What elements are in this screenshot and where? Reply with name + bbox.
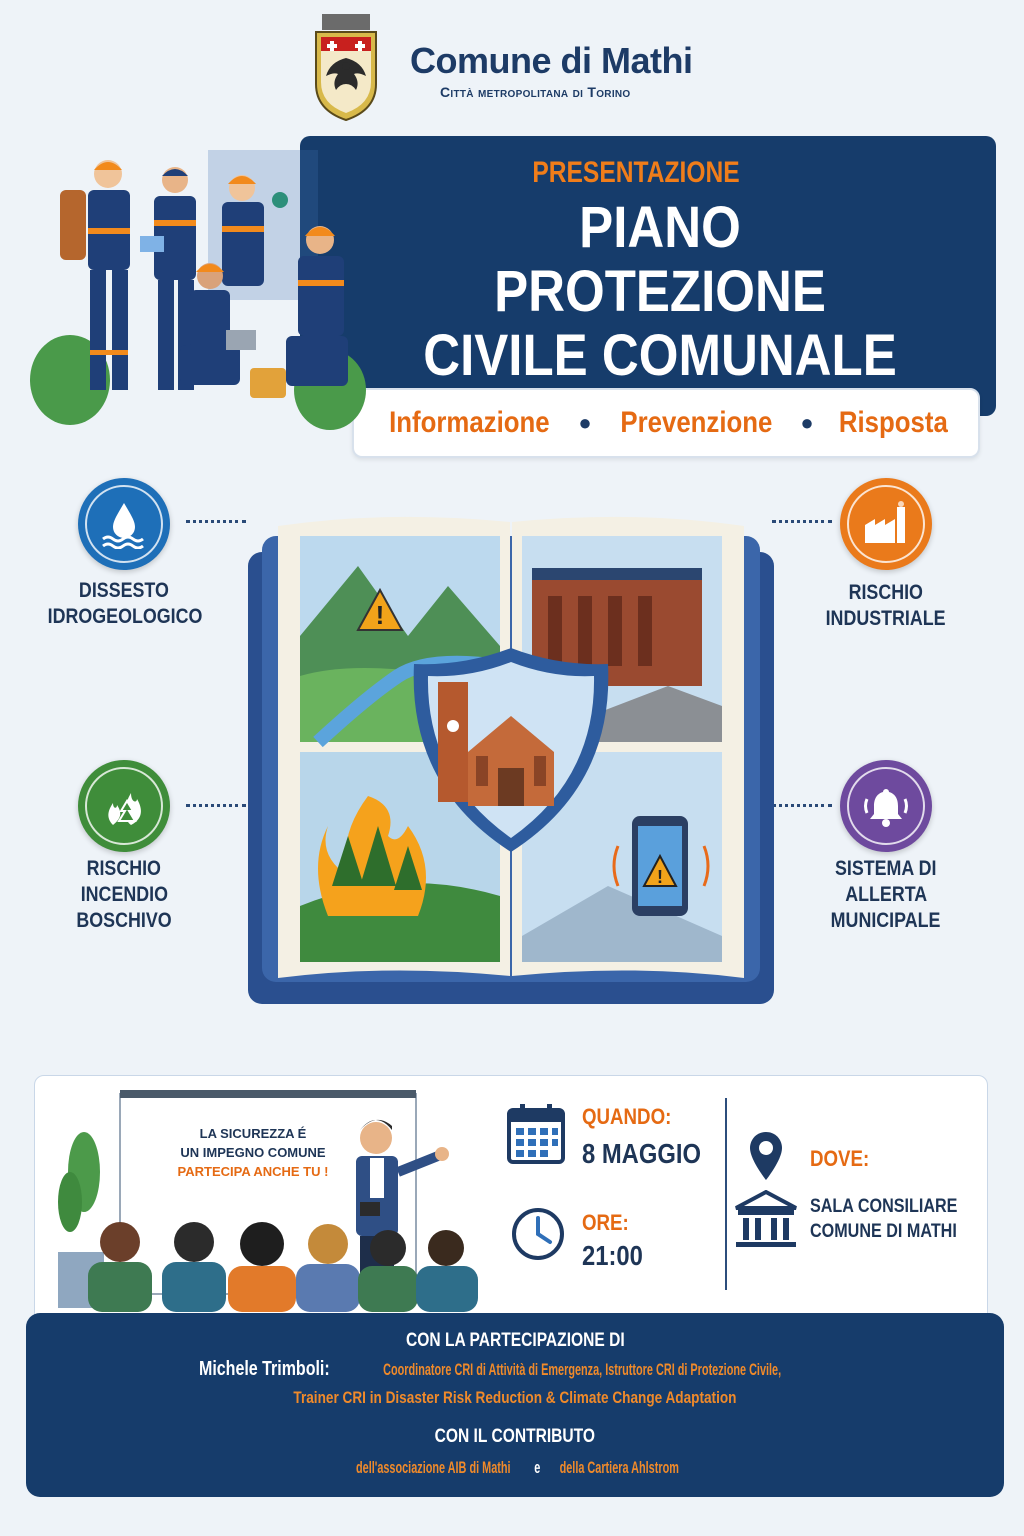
presentation-audience-illustration bbox=[44, 1082, 484, 1312]
tagline-box bbox=[352, 388, 980, 458]
contribution-line bbox=[26, 1458, 1004, 1478]
metropolitan-city-label: Città metropolitana di Torino bbox=[440, 84, 631, 100]
when-label: QUANDO: bbox=[582, 1104, 672, 1129]
bullet-icon: ● bbox=[578, 410, 592, 435]
civil-protection-workers-illustration bbox=[30, 140, 370, 430]
contributor-conjunction: e bbox=[533, 1458, 541, 1477]
factory-icon bbox=[861, 499, 911, 549]
venue-text bbox=[810, 1194, 983, 1244]
speaker-line-2: Trainer CRI in Disaster Risk Reduction & Climate Change Adaptation bbox=[293, 1388, 737, 1407]
risk-label-forest-fire: RISCHIO INCENDIO BOSCHIVO bbox=[76, 857, 172, 932]
bullet-icon: ● bbox=[800, 410, 814, 435]
tagline-prevention: Prevenzione bbox=[619, 406, 772, 439]
location-pin-icon bbox=[748, 1130, 784, 1182]
connector-dots bbox=[772, 804, 832, 807]
contributor-cartiera: della Cartiera Ahlstrom bbox=[559, 1458, 679, 1477]
contributor-aib: dell'associazione AIB di Mathi bbox=[355, 1458, 511, 1477]
risk-label-alert-system: SISTEMA DI ALLERTA MUNICIPALE bbox=[831, 857, 941, 932]
event-time: 21:00 bbox=[582, 1240, 643, 1271]
time-label: ORE: bbox=[582, 1210, 629, 1235]
where-label: DOVE: bbox=[810, 1146, 870, 1171]
page-title bbox=[380, 196, 940, 388]
contribution-heading: CON IL CONTRIBUTO bbox=[434, 1426, 596, 1447]
venue-line-1: SALA CONSILIARE bbox=[810, 1196, 958, 1217]
hydrogeological-risk-badge bbox=[78, 478, 170, 570]
risk-label-hydrogeological: DISSESTO IDROGEOLOGICO bbox=[47, 579, 203, 628]
open-book-plan-illustration bbox=[248, 506, 774, 1006]
event-date: 8 MAGGIO bbox=[582, 1138, 702, 1169]
board-line-2: UN IMPEGNO COMUNE bbox=[180, 1145, 326, 1160]
tagline-information: Informazione bbox=[388, 406, 550, 439]
board-slogan bbox=[148, 1124, 358, 1181]
town-hall-icon bbox=[734, 1190, 798, 1252]
title-line-1: PIANO PROTEZIONE bbox=[494, 195, 826, 324]
alert-system-badge bbox=[840, 760, 932, 852]
risk-label-industrial: RISCHIO INDUSTRIALE bbox=[825, 581, 946, 630]
connector-dots bbox=[772, 520, 832, 523]
calendar-icon bbox=[506, 1102, 566, 1164]
forest-fire-icon bbox=[99, 781, 149, 831]
participation-heading: CON LA PARTECIPAZIONE DI bbox=[405, 1330, 625, 1351]
speaker-line-1 bbox=[26, 1358, 1004, 1381]
speaker-name: Michele Trimboli: bbox=[199, 1358, 330, 1380]
bell-icon bbox=[861, 781, 911, 831]
title-line-2: CIVILE COMUNALE bbox=[423, 323, 897, 388]
water-drop-icon bbox=[99, 499, 149, 549]
industrial-risk-badge bbox=[840, 478, 932, 570]
board-line-3: PARTECIPA ANCHE TU ! bbox=[177, 1164, 329, 1179]
tagline-response: Risposta bbox=[838, 406, 948, 439]
municipality-name: Comune di Mathi bbox=[410, 40, 693, 81]
speaker-role-1: Coordinatore CRI di Attività di Emergenza, Istruttore CRI di Protezione Civile, bbox=[383, 1360, 782, 1379]
forest-fire-risk-badge bbox=[78, 760, 170, 852]
board-line-1: LA SICUREZZA É bbox=[199, 1126, 307, 1141]
connector-dots bbox=[186, 804, 246, 807]
svg-text:!: ! bbox=[657, 867, 663, 887]
presentation-kicker: PRESENTAZIONE bbox=[532, 156, 740, 189]
venue-line-2: COMUNE DI MATHI bbox=[810, 1221, 957, 1242]
municipal-crest-logo bbox=[312, 14, 380, 122]
info-divider bbox=[725, 1098, 727, 1290]
clock-icon bbox=[510, 1206, 566, 1262]
connector-dots bbox=[186, 520, 246, 523]
svg-text:!: ! bbox=[375, 600, 385, 630]
